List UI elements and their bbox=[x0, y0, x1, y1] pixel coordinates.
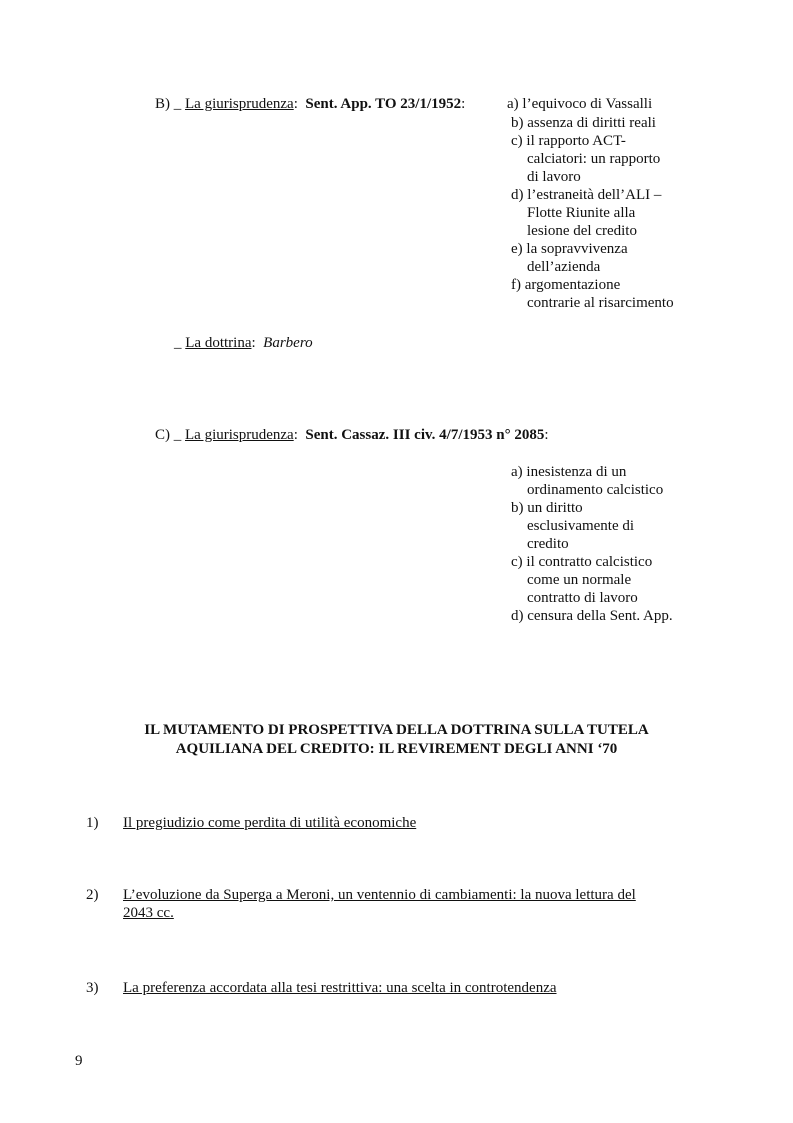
section-c-prefix: C) _ bbox=[155, 427, 185, 443]
toc-entry-3[interactable] bbox=[123, 979, 557, 997]
section-c-sentence: Sent. Cassaz. III civ. 4/7/1953 n° 2085 bbox=[305, 427, 545, 443]
list-item bbox=[507, 95, 652, 113]
list-item-line: dell’azienda bbox=[527, 259, 601, 275]
toc-number: 2) bbox=[86, 887, 99, 903]
section-c-sentence-colon: : bbox=[544, 427, 549, 443]
list-item-line: calciatori: un rapporto bbox=[527, 151, 661, 167]
toc-number: 1) bbox=[86, 815, 99, 831]
list-item-line: ordinamento calcistico bbox=[527, 482, 664, 498]
list-item-line: e) la sopravvivenza bbox=[511, 241, 628, 257]
list-item-line: d) l’estraneità dell’ALI – bbox=[511, 187, 662, 203]
list-item bbox=[511, 276, 674, 312]
toc-entry-2[interactable] bbox=[123, 886, 636, 922]
list-item-line: come un normale bbox=[527, 572, 632, 588]
section-b-prefix: B) _ bbox=[155, 96, 185, 112]
section-b-sentence: Sent. App. TO 23/1/1952 bbox=[305, 96, 462, 112]
chapter-heading bbox=[0, 721, 793, 759]
section-b-list-rest bbox=[511, 114, 674, 312]
dottrina-label: La dottrina bbox=[185, 335, 252, 351]
list-item-line: b) assenza di diritti reali bbox=[511, 115, 656, 131]
toc-number: 3) bbox=[86, 980, 99, 996]
list-item-line: f) argomentazione bbox=[511, 277, 621, 293]
dottrina-colon: : bbox=[251, 335, 256, 351]
list-item-line: d) censura della Sent. App. bbox=[511, 608, 673, 624]
toc-entry-text[interactable]: La preferenza accordata alla tesi restrittiva: una scelta in controtendenza bbox=[123, 980, 557, 996]
dottrina-line bbox=[174, 334, 313, 352]
list-item bbox=[511, 132, 674, 186]
list-item bbox=[511, 463, 673, 499]
section-c-colon: : bbox=[293, 427, 298, 443]
section-b-sentence-colon: : bbox=[461, 96, 466, 112]
section-b-colon: : bbox=[293, 96, 298, 112]
list-item-line: b) un diritto bbox=[511, 500, 583, 516]
toc-entry-text[interactable]: 2043 cc. bbox=[123, 905, 174, 921]
list-item-line: c) il contratto calcistico bbox=[511, 554, 653, 570]
list-item-line: esclusivamente di bbox=[527, 518, 635, 534]
list-item-line: lesione del credito bbox=[527, 223, 637, 239]
list-item-line: a) inesistenza di un bbox=[511, 464, 627, 480]
section-b-list bbox=[507, 95, 652, 113]
list-item bbox=[511, 553, 673, 607]
list-item-line: di lavoro bbox=[527, 169, 581, 185]
list-item-line: Flotte Riunite alla bbox=[527, 205, 636, 221]
section-c-giurisprudenza-label: La giurisprudenza bbox=[185, 427, 294, 443]
list-item bbox=[511, 114, 674, 132]
dottrina-author: Barbero bbox=[263, 335, 313, 351]
toc-entry-text[interactable]: Il pregiudizio come perdita di utilità economiche bbox=[123, 815, 417, 831]
section-b-giurisprudenza-label: La giurisprudenza bbox=[185, 96, 294, 112]
chapter-heading-line-2: AQUILIANA DEL CREDITO: IL REVIREMENT DEGLI ANNI ‘70 bbox=[175, 741, 618, 757]
section-c-header bbox=[155, 426, 549, 444]
dottrina-prefix: _ bbox=[174, 335, 186, 351]
list-item-line: credito bbox=[527, 536, 569, 552]
list-item-line: contrarie al risarcimento bbox=[527, 295, 674, 311]
chapter-heading-line-1: IL MUTAMENTO DI PROSPETTIVA DELLA DOTTRINA SULLA TUTELA bbox=[144, 722, 649, 738]
list-item-line: a) l’equivoco di Vassalli bbox=[507, 96, 653, 112]
list-item bbox=[511, 240, 674, 276]
list-item-line: contratto di lavoro bbox=[527, 590, 638, 606]
toc-entry-text[interactable]: L’evoluzione da Superga a Meroni, un ventennio di cambiamenti: la nuova lettura del bbox=[123, 887, 636, 903]
list-item bbox=[511, 186, 674, 240]
section-b-header bbox=[155, 95, 465, 113]
list-item bbox=[511, 607, 673, 625]
page-number: 9 bbox=[75, 1053, 83, 1069]
section-c-list bbox=[511, 463, 673, 625]
toc-entry-1[interactable] bbox=[123, 814, 416, 832]
list-item bbox=[511, 499, 673, 553]
list-item-line: c) il rapporto ACT- bbox=[511, 133, 626, 149]
